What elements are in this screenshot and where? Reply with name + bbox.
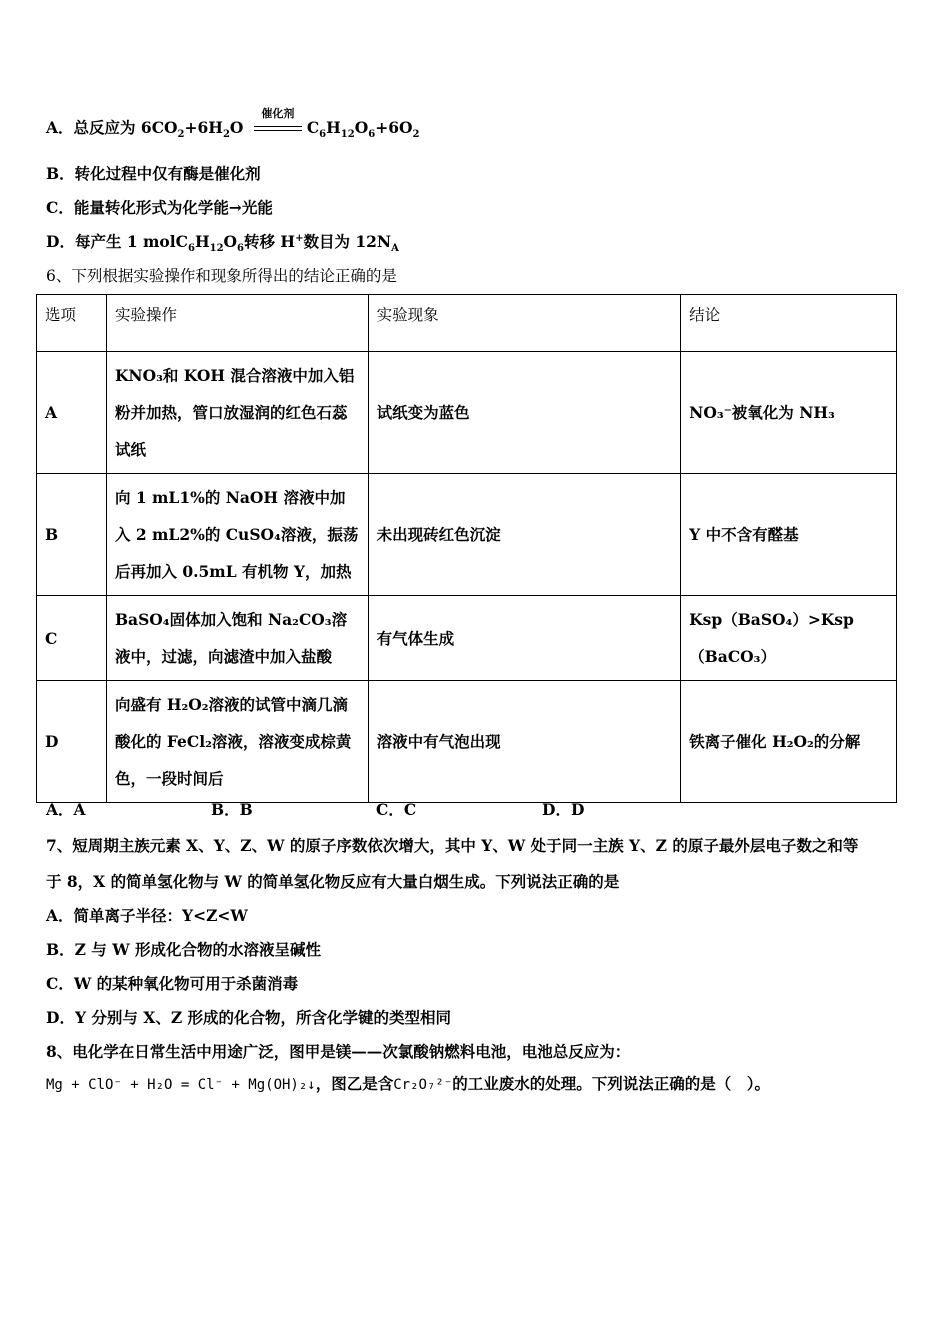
row-conclusion: 铁离子催化 H₂O₂的分解 bbox=[681, 681, 897, 803]
row-conclusion: NO₃⁻被氧化为 NH₃ bbox=[681, 352, 897, 474]
header-conclusion: 结论 bbox=[681, 295, 897, 352]
row-phenomenon: 溶液中有气泡出现 bbox=[368, 681, 681, 803]
row-operation: 向盛有 H₂O₂溶液的试管中滴几滴酸化的 FeCl₂溶液，溶液变成棕黄色，一段时间后 bbox=[106, 681, 368, 803]
row-conclusion: Ksp（BaSO₄）>Ksp（BaCO₃） bbox=[681, 596, 897, 681]
dichromate-ion: Cr₂O₇²⁻ bbox=[393, 1077, 453, 1093]
q7-option-d: D．Y 分别与 X、Z 形成的化合物，所含化学键的类型相同 bbox=[46, 1008, 452, 1027]
row-operation: BaSO₄固体加入饱和 Na₂CO₃溶液中，过滤，向滤渣中加入盐酸 bbox=[106, 596, 368, 681]
row-conclusion: Y 中不含有醛基 bbox=[681, 474, 897, 596]
table-row bbox=[37, 352, 897, 474]
row-operation: 向 1 mL1%的 NaOH 溶液中加入 2 mL2%的 CuSO₄溶液，振荡后再加入 0.5mL 有机物 Y，加热 bbox=[106, 474, 368, 596]
row-phenomenon: 有气体生成 bbox=[368, 596, 681, 681]
q7-option-c: C．W 的某种氧化物可用于杀菌消毒 bbox=[46, 974, 299, 993]
q7-stem-line1: 7、短周期主族元素 X、Y、Z、W 的原子序数依次增大，其中 Y、W 处于同一主族 Y、Z 的原子最外层电子数之和等 bbox=[46, 836, 859, 855]
table-row bbox=[37, 596, 897, 681]
catalyst-arrow bbox=[252, 107, 304, 136]
q7-option-b: B．Z 与 W 形成化合物的水溶液呈碱性 bbox=[46, 940, 322, 959]
choice-d: D．D bbox=[542, 800, 585, 819]
row-operation: KNO₃和 KOH 混合溶液中加入铝粉并加热，管口放湿润的红色石蕊试纸 bbox=[106, 352, 368, 474]
choice-c: C．C bbox=[376, 800, 417, 819]
header-phenomenon: 实验现象 bbox=[368, 295, 681, 352]
q5-option-c: C．能量转化形式为化学能→光能 bbox=[46, 198, 273, 217]
q5-option-d: D．每产生 1 $molC_6H_{12}O_6$转移 H+数目为 $12N_A$ bbox=[46, 232, 399, 255]
q5-option-a: A．总反应为 $6CO_2+6H_2O$ 催化剂 $C_6H_{12}O_6+6O_2$ bbox=[46, 107, 420, 141]
row-option: A bbox=[37, 352, 107, 474]
table-row bbox=[37, 474, 897, 596]
catalyst-label: 催化剂 bbox=[261, 107, 295, 120]
q5-option-b: B．转化过程中仅有酶是催化剂 bbox=[46, 164, 261, 183]
header-operation: 实验操作 bbox=[106, 295, 368, 352]
q8-stem-line2: Mg + ClO⁻ + H₂O = Cl⁻ + Mg(OH)₂↓，图乙是含Cr₂O₇²⁻的工业废水的处理。下列说法正确的是（ ）。 bbox=[46, 1074, 771, 1093]
q8-stem-line1: 8、电化学在日常生活中用途广泛，图甲是镁——次氯酸钠燃料电池，电池总反应为： bbox=[46, 1042, 631, 1061]
choice-a: A．A bbox=[46, 800, 86, 819]
row-phenomenon: 试纸变为蓝色 bbox=[368, 352, 681, 474]
reaction-equation: Mg + ClO⁻ + H₂O = Cl⁻ + Mg(OH)₂↓ bbox=[46, 1077, 316, 1093]
q6-stem: 6、下列根据实验操作和现象所得出的结论正确的是 bbox=[46, 267, 397, 285]
table-row bbox=[37, 681, 897, 803]
choice-b: B．B bbox=[211, 800, 253, 819]
row-option: D bbox=[37, 681, 107, 803]
header-option: 选项 bbox=[37, 295, 107, 352]
q7-stem-line2: 于 8，X 的简单氢化物与 W 的简单氢化物反应有大量白烟生成。下列说法正确的是 bbox=[46, 872, 620, 891]
q6-table bbox=[36, 294, 897, 803]
q7-option-a: A．简单离子半径：Y<Z<W bbox=[46, 906, 248, 925]
row-phenomenon: 未出现砖红色沉淀 bbox=[368, 474, 681, 596]
row-option: B bbox=[37, 474, 107, 596]
row-option: C bbox=[37, 596, 107, 681]
table-header-row bbox=[37, 295, 897, 352]
